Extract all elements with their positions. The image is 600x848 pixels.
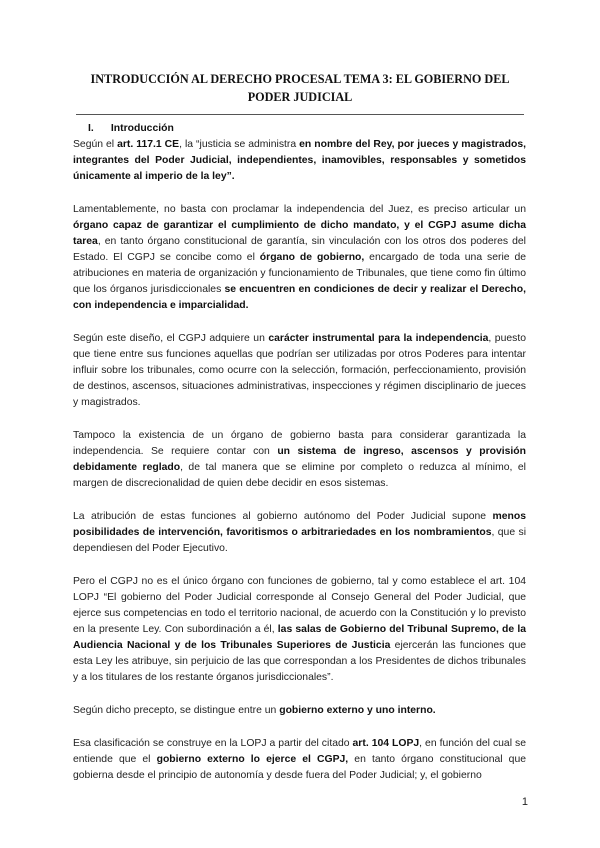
text-run: Según el (73, 139, 118, 150)
section-number: I. (88, 123, 94, 134)
bold-text-run: las salas de Gobierno del Tribunal Supremo, de la Audiencia Nacional y de los Tribunales Superiores de Justicia (73, 624, 527, 651)
paragraph (73, 703, 526, 719)
text-run: ejercerán las funciones que esta Ley les atribuye, sin perjuicio de las que correspondan a los Presidentes de dichos tribunales y a los titulares de los restante órganos jurisdiccionales”. (73, 640, 527, 683)
text-run: Lamentablemente, no basta con proclamar la independencia del Juez, es preciso articular un (73, 204, 526, 215)
page-number: 1 (521, 796, 528, 808)
bold-text-run: un sistema de ingreso, ascensos y provisión debidamente reglado (73, 446, 526, 473)
paragraph (73, 137, 526, 185)
bold-text-run: carácter instrumental para la independencia (268, 333, 489, 344)
paragraph (73, 736, 526, 784)
paragraph (73, 428, 526, 492)
bold-text-run: se encuentren en condiciones de decir y realizar el Derecho, con independencia e imparcialidad. (73, 284, 526, 311)
bold-text-run: en nombre del Rey, por jueces y magistrados, integrantes del Poder Judicial, independientes, inamovibles, responsables y sometidos únicamente al imperio de la ley”. (73, 139, 526, 182)
document-body (73, 137, 526, 801)
text-run: , en función del cual se entiende que el (73, 738, 526, 765)
text-run: La atribución de estas funciones al gobierno autónomo del Poder Judicial supone (73, 511, 493, 522)
text-run: , puesto que tiene entre sus funciones aquellas que podrían ser utilizadas por otros Poderes para intentar influir sobre los tribunales, como ocurre con la selección, formación, perfeccionamiento, provisión de destinos, ascensos, situaciones administrativas, inspecciones y régimen disciplinario de jueces y magistrados. (73, 333, 526, 408)
bold-text-run: art. 117.1 CE (117, 139, 180, 150)
text-run: Según dicho precepto, se distingue entre un (73, 705, 280, 716)
text-run: , que si dependiesen del Poder Ejecutivo. (73, 527, 526, 554)
text-run: Tampoco la existencia de un órgano de gobierno basta para considerar garantizada la independencia. Se requiere contar con (73, 430, 526, 457)
text-run: , en tanto órgano constitucional de garantía, sin vinculación con los otros dos poderes del Estado. El CGPJ se concibe como el (73, 236, 526, 263)
text-run: Según este diseño, el CGPJ adquiere un (73, 333, 269, 344)
text-run: , de tal manera que se elimine por completo o reduzca al mínimo, el margen de discrecionalidad de quien debe decidir en esos sistemas. (73, 462, 526, 489)
section-heading (88, 123, 174, 134)
bold-text-run: gobierno externo lo ejerce el CGPJ, (156, 754, 349, 765)
bold-text-run: menos posibilidades de intervención, favoritismos o arbitrariedades en los nombramientos (73, 511, 526, 538)
section-title: Introducción (110, 123, 174, 134)
bold-text-run: órgano capaz de garantizar el cumplimiento de dicho mandato, y el CGPJ asume dicha tarea (73, 220, 526, 247)
text-run: en tanto órgano constitucional que gobierna desde el principio de autonomía y desde fuera del Poder Judicial; y, el gobierno (73, 754, 527, 781)
title-divider (76, 114, 524, 115)
paragraph (73, 509, 526, 557)
bold-text-run: art. 104 LOPJ (352, 738, 420, 749)
paragraph (73, 331, 526, 411)
bold-text-run: órgano de gobierno, (259, 252, 365, 263)
document-title: INTRODUCCIÓN AL DERECHO PROCESAL TEMA 3: EL GOBIERNO DEL PODER JUDICIAL (90, 72, 510, 104)
text-run: Esa clasificación se construye en la LOPJ a partir del citado (73, 738, 353, 749)
text-run: Pero el CGPJ no es el único órgano con funciones de gobierno, tal y como establece el art. 104 LOPJ “El gobierno del Poder Judicial corresponde al Consejo General del Poder Judicial, que ejerce sus competencias en todo el territorio nacional, de acuerdo con la Constitución y lo previsto en la presente Ley. Con subordinación a él, (73, 576, 526, 635)
paragraph (73, 202, 526, 314)
text-run: encargado de toda una serie de atribuciones en materia de organización y funcionamiento de Tribunales, que tiene como fin último que los órganos jurisdiccionales (73, 252, 526, 295)
text-run: , la “justicia se administra (179, 139, 300, 150)
paragraph (73, 574, 526, 686)
bold-text-run: gobierno externo y uno interno. (279, 705, 436, 716)
